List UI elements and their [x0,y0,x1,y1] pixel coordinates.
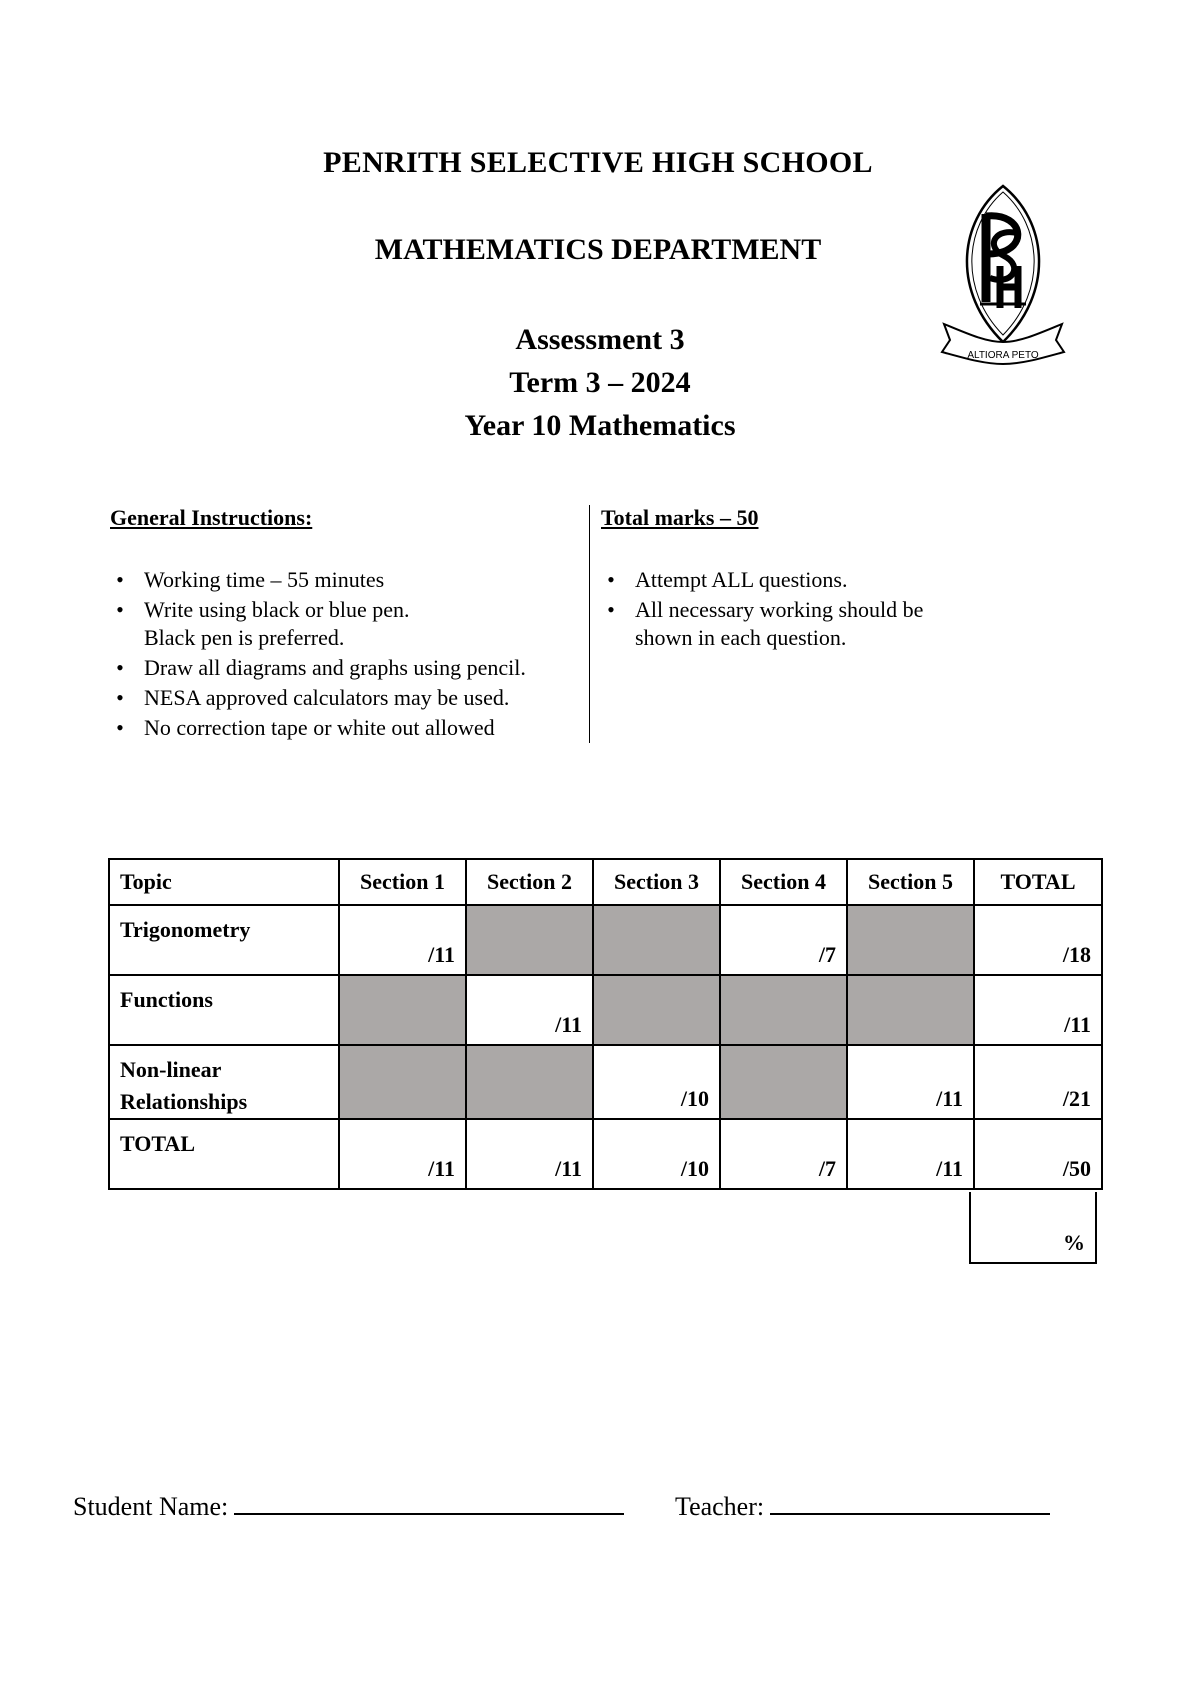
topic-label: Functions [120,987,213,1012]
school-crest-logo [938,182,1068,367]
bullet-icon: • [116,597,124,622]
total-marks-block [601,505,1021,654]
topic-label: Trigonometry [120,917,251,942]
subject-title: Year 10 Mathematics [464,409,736,442]
table-row [109,905,1102,975]
mark-cell[interactable] [974,1045,1102,1119]
mark-cell[interactable] [974,1119,1102,1189]
mark-value: /21 [1062,1086,1091,1111]
total-marks-heading: Total marks – 50 [601,505,759,530]
column-header: TOTAL [974,859,1102,905]
instruction-item [601,596,1021,652]
marks-table [108,858,1103,1190]
column-header: Section 1 [339,859,466,905]
bullet-icon: • [116,685,124,710]
instructions-divider [589,505,590,743]
mark-cell[interactable] [974,975,1102,1045]
mark-cell[interactable] [339,905,466,975]
mark-value: /10 [680,1086,709,1111]
bullet-icon: • [116,567,124,592]
topic-cell [109,1119,339,1189]
instruction-text: shown in each question. [635,625,847,650]
shaded-cell [720,975,847,1045]
shaded-cell [466,1045,593,1119]
instruction-item [110,714,580,742]
general-instructions-list [110,566,580,742]
total-marks-list [601,566,1021,652]
crest-motto: ALTIORA PETO [967,350,1039,361]
mark-cell[interactable] [720,905,847,975]
topic-label: Non-linear [120,1057,222,1082]
mark-value: /7 [818,1156,836,1181]
bullet-icon: • [607,597,615,622]
instruction-item [110,596,580,652]
mark-value: /7 [818,942,836,967]
shaded-cell [847,905,974,975]
mark-cell[interactable] [847,1045,974,1119]
instruction-text: No correction tape or white out allowed [144,715,495,740]
bullet-icon: • [607,567,615,592]
shaded-cell [339,975,466,1045]
teacher-blank[interactable] [770,1493,1050,1515]
general-instructions [110,505,580,744]
student-name-field[interactable] [73,1492,624,1522]
shaded-cell [466,905,593,975]
instruction-text: Attempt ALL questions. [635,567,848,592]
instruction-item [601,566,1021,594]
column-header: Section 3 [593,859,720,905]
teacher-field[interactable] [675,1492,1050,1522]
mark-cell[interactable] [720,1119,847,1189]
mark-cell[interactable] [339,1119,466,1189]
shaded-cell [720,1045,847,1119]
mark-value: /11 [428,1156,455,1181]
table-row [109,975,1102,1045]
mark-cell[interactable] [974,905,1102,975]
column-header: Section 5 [847,859,974,905]
column-header: Section 2 [466,859,593,905]
mark-value: /50 [1062,1156,1091,1181]
mark-cell[interactable] [466,1119,593,1189]
term-title: Term 3 – 2024 [509,366,691,399]
topic-cell [109,905,339,975]
instruction-text: Write using black or blue pen. [144,597,410,622]
assessment-title: Assessment 3 [515,323,685,356]
percent-label: % [1063,1230,1085,1255]
mark-value: /11 [936,1156,963,1181]
mark-value: /11 [555,1156,582,1181]
mark-value: /10 [680,1156,709,1181]
teacher-label: Teacher: [675,1492,765,1521]
general-instructions-heading: General Instructions: [110,505,313,530]
mark-cell[interactable] [466,975,593,1045]
percent-box[interactable] [969,1192,1097,1264]
shaded-cell [339,1045,466,1119]
topic-cell [109,1045,339,1119]
shaded-cell [593,905,720,975]
mark-cell[interactable] [593,1119,720,1189]
student-name-blank[interactable] [234,1493,624,1515]
instruction-text: Black pen is preferred. [144,625,345,650]
department-name: MATHEMATICS DEPARTMENT [374,233,822,266]
instruction-item [110,654,580,682]
instruction-text: All necessary working should be [635,597,924,622]
shaded-cell [593,975,720,1045]
mark-value: /11 [428,942,455,967]
mark-value: /11 [555,1012,582,1037]
instruction-text: Working time – 55 minutes [144,567,385,592]
shaded-cell [847,975,974,1045]
topic-label: TOTAL [120,1131,195,1156]
school-name: PENRITH SELECTIVE HIGH SCHOOL [323,146,873,179]
marks-table-header-row [109,859,1102,905]
mark-value: /11 [1064,1012,1091,1037]
instruction-text: NESA approved calculators may be used. [144,685,510,710]
column-header: Section 4 [720,859,847,905]
mark-cell[interactable] [847,1119,974,1189]
instruction-item [110,566,580,594]
table-row [109,1119,1102,1189]
bullet-icon: • [116,715,124,740]
mark-cell[interactable] [593,1045,720,1119]
instruction-text: Draw all diagrams and graphs using pencil. [144,655,526,680]
topic-label: Relationships [120,1089,248,1114]
mark-value: /11 [936,1086,963,1111]
bullet-icon: • [116,655,124,680]
student-name-label: Student Name: [73,1492,229,1521]
table-row [109,1045,1102,1119]
mark-value: /18 [1062,942,1091,967]
column-header: Topic [109,859,339,905]
instruction-item [110,684,580,712]
topic-cell [109,975,339,1045]
